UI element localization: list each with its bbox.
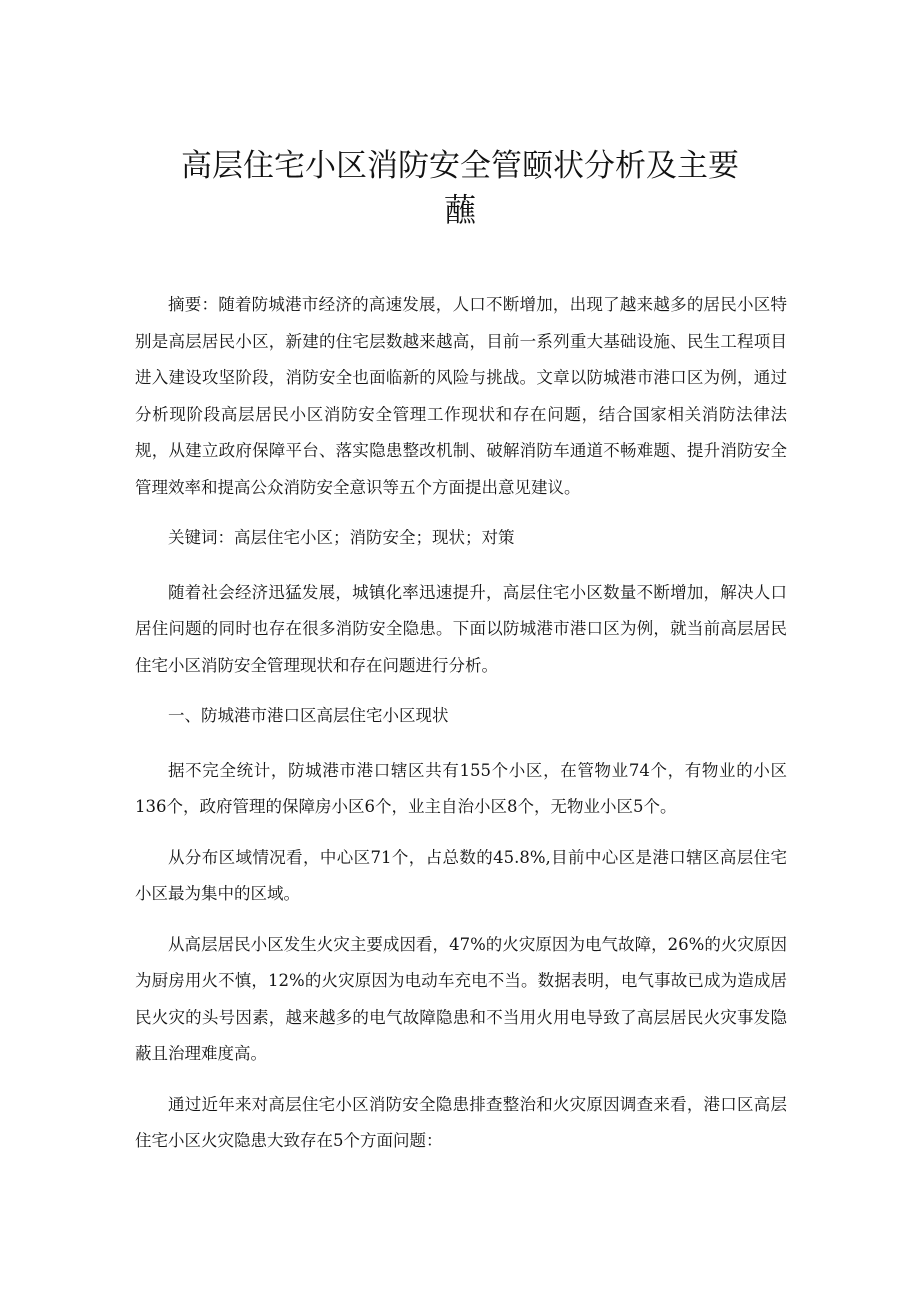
fire-causes-paragraph: 从高层居民小区发生火灾主要成因看，47%的火灾原因为电气故障，26%的火灾原因为厨房用火不慎，12%的火灾原因为电动车充电不当。数据表明，电气事故已成为造成居民火灾的头号因素，越来越多的电气故障隐患和不当用火用电导致了高层居民火灾事发隐蔽且治理难度高。 xyxy=(135,934,787,1063)
abstract-paragraph: 摘要：随着防城港市经济的高速发展，人口不断增加，出现了越来越多的居民小区特别是高层居民小区，新建的住宅层数越来越高，目前一系列重大基础设施、民生工程项目进入建设攻坚阶段，消防安全也面临新的风险与挑战。文章以防城港市港口区为例，通过分析现阶段高层居民小区消防安全管理工作现状和存在问题，结合国家相关消防法律法规，从建立政府保障平台、落实隐患整改机制、破解消防车通道不畅难题、提升消防安全管理效率和提高公众消防安全意识等五个方面提出意见建议。 xyxy=(135,295,787,497)
document-title-line-2: 蘸 xyxy=(443,191,476,229)
hazard-summary-paragraph: 通过近年来对高层住宅小区消防安全隐患排查整治和火灾原因调查来看，港口区高层住宅小区火灾隐患大致存在5个方面问题： xyxy=(135,1094,787,1150)
distribution-paragraph: 从分布区域情况看，中心区71个，占总数的45.8%,目前中心区是港口辖区高层住宅小区最为集中的区域。 xyxy=(135,847,787,903)
statistics-paragraph: 据不完全统计，防城港市港口辖区共有155个小区，在管物业74个，有物业的小区136个，政府管理的保障房小区6个，业主自治小区8个，无物业小区5个。 xyxy=(135,760,787,816)
document-body xyxy=(135,287,787,1174)
document-title-line-1: 高层住宅小区消防安全管颐状分析及主要 xyxy=(181,148,739,184)
keywords-paragraph: 关键词：高层住宅小区；消防安全；现状；对策 xyxy=(168,528,515,547)
section-heading-1: 一、防城港市港口区高层住宅小区现状 xyxy=(168,706,449,725)
intro-paragraph: 随着社会经济迅猛发展，城镇化率迅速提升，高层住宅小区数量不断增加，解决人口居住问题的同时也存在很多消防安全隐患。下面以防城港市港口区为例，就当前高层居民住宅小区消防安全管理现状和存在问题进行分析。 xyxy=(135,582,787,675)
